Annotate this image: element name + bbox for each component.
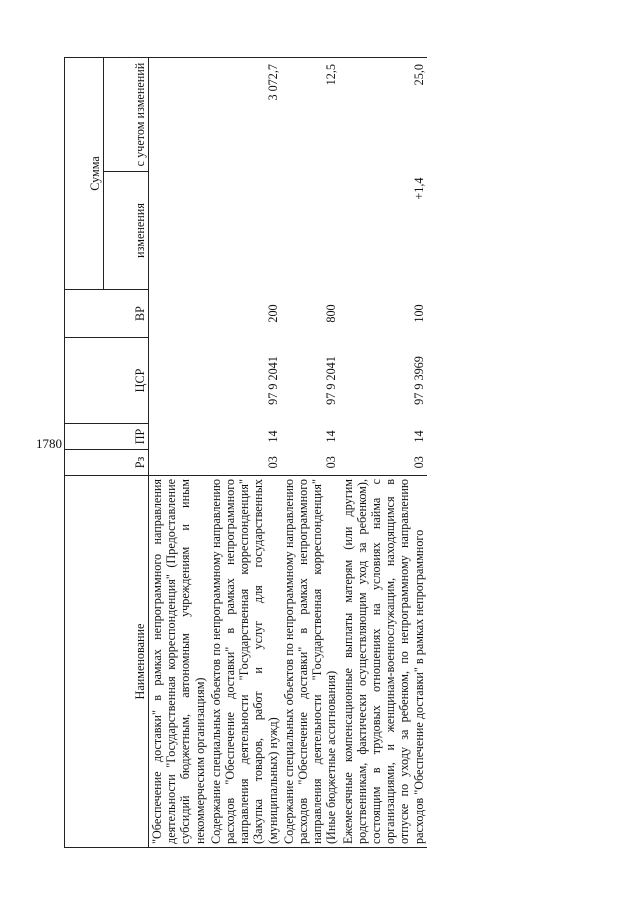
row-rz: 03	[265, 456, 280, 469]
header-rz: Рз	[65, 450, 149, 476]
row-change	[208, 172, 281, 290]
row-name: Содержание специальных объектов по непрограммному направлению расходов "Обеспечение доставки" в рамках непрограммного направления деятельности "Государственная корреспонденция" (Закупка товаров, работ и услуг для государственных (муниципальных) нужд)	[208, 476, 281, 848]
row-total	[149, 57, 208, 171]
row-pr	[149, 424, 208, 450]
row-csr	[149, 338, 208, 424]
row-total: 25,0	[340, 57, 427, 171]
row-vr: 200	[265, 304, 280, 323]
rotated-table-container	[64, 58, 640, 848]
row-rz	[149, 450, 208, 476]
row-rz: 03	[324, 456, 339, 469]
header-pr: ПР	[65, 424, 149, 450]
row-csr: 97 9 2041	[265, 356, 280, 405]
row-name: Содержание специальных объектов по непрограммному направлению расходов "Обеспечение доставки" в рамках непрограммного направления деятельности "Государственная корреспонденция" (Иные бюджетные ассигнования)	[281, 476, 340, 848]
row-pr: 14	[265, 430, 280, 443]
row-csr: 97 9 3969	[411, 356, 426, 405]
row-change	[281, 172, 340, 290]
row-rz: 03	[411, 456, 426, 469]
header-change: изменения	[104, 172, 149, 290]
row-name: "Обеспечение доставки" в рамках непрограммного направления деятельности "Государственная корреспонденция" (Предоставление субсидий бюджетным, автономным учреждениям и иным некоммерческим организациям)	[149, 476, 208, 848]
row-name: Ежемесячные компенсационные выплаты матерям (или другим родственникам, фактически осуществляющим уход за ребенком), состоящим в трудовых отношениях на условиях найма с организациями, и женщинам-военнослужащим, находящимся в отпуске по уходу за ребенком, по непрограммному направлению расходов "Обеспечение доставки" в рамках непрограммного	[340, 476, 427, 848]
row-total: 12,5	[281, 57, 340, 171]
header-sum: Сумма	[65, 57, 104, 289]
table-row	[340, 57, 427, 847]
header-with-change: с учетом изменений	[104, 57, 149, 171]
table-row	[149, 57, 208, 847]
row-csr: 97 9 2041	[324, 356, 339, 405]
table-row	[208, 57, 281, 847]
table-row	[281, 57, 340, 847]
row-change: +1,4	[411, 177, 426, 200]
row-vr	[149, 290, 208, 338]
row-vr: 100	[411, 304, 426, 323]
header-vr: ВР	[65, 290, 149, 338]
row-total: 3 072,7	[208, 57, 281, 171]
row-pr: 14	[411, 430, 426, 443]
row-vr: 800	[324, 304, 339, 323]
row-change	[149, 172, 208, 290]
budget-table	[64, 57, 427, 848]
row-pr: 14	[324, 430, 339, 443]
header-name: Наименование	[65, 476, 149, 848]
page-number: 1780	[36, 436, 62, 451]
header-csr: ЦСР	[65, 338, 149, 424]
